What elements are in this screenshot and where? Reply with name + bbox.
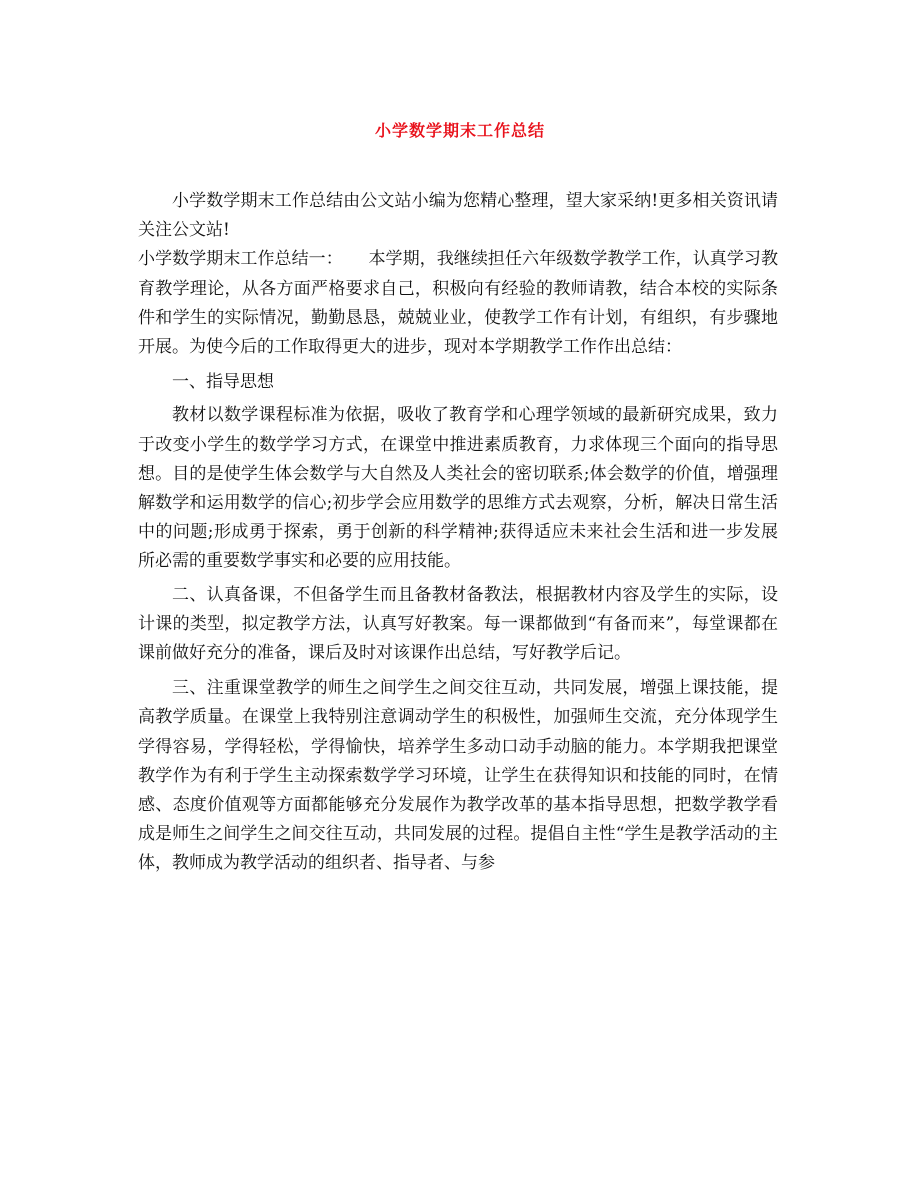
preparation-paragraph: 二、认真备课，不但备学生而且备教材备教法，根据教材内容及学生的实际，设计课的类型，拟定教学方法，认真写好教案。每一课都做到“有备而来”，每堂课都在课前做好充分的准备，课后及时对该课作出总结，写好教学后记。 <box>138 584 778 664</box>
document-body <box>138 187 778 879</box>
guiding-paragraph: 教材以数学课程标准为依据，吸收了教育学和心理学领域的最新研究成果，致力于改变小学生的数学学习方式，在课堂中推进素质教育，力求体现三个面向的指导思想。目的是使学生体会数学与大自然及人类社会的密切联系;体会数学的价值，增强理解数学和运用数学的信心;初步学会应用数学的思维方式去观察，分析，解决日常生活中的问题;形成勇于探索，勇于创新的科学精神;获得适应未来社会生活和进一步发展所必需的重要数学事实和必要的应用技能。 <box>138 405 778 572</box>
intro-paragraph: 小学数学期末工作总结由公文站小编为您精心整理，望大家采纳!更多相关资讯请关注公文站! <box>138 191 778 241</box>
document-title: 小学数学期末工作总结 <box>374 121 545 140</box>
section-heading-guiding: 一、指导思想 <box>172 372 274 393</box>
classroom-paragraph: 三、注重课堂教学的师生之间学生之间交往互动，共同发展，增强上课技能，提高教学质量。在课堂上我特别注意调动学生的积极性，加强师生交流，充分体现学生学得容易，学得轻松，学得愉快，培养学生多动口动手动脑的能力。本学期我把课堂教学作为有利于学生主动探索数学学习环境，让学生在获得知识和技能的同时，在情感、态度价值观等方面都能够充分发展作为教学改革的基本指导思想，把数学教学看成是师生之间学生之间交往互动，共同发展的过程。提倡自主性“学生是教学活动的主体，教师成为教学活动的组织者、指导者、与参 <box>138 678 778 874</box>
summary-one-paragraph: 小学数学期末工作总结一： 本学期，我继续担任六年级数学教学工作，认真学习教育教学理论，从各方面严格要求自己，积极向有经验的教师请教，结合本校的实际条件和学生的实际情况，勤勤恳恳，兢兢业业，使教学工作有计划，有组织，有步骤地开展。为使今后的工作取得更大的进步，现对本学期教学工作作出总结： <box>138 249 778 358</box>
